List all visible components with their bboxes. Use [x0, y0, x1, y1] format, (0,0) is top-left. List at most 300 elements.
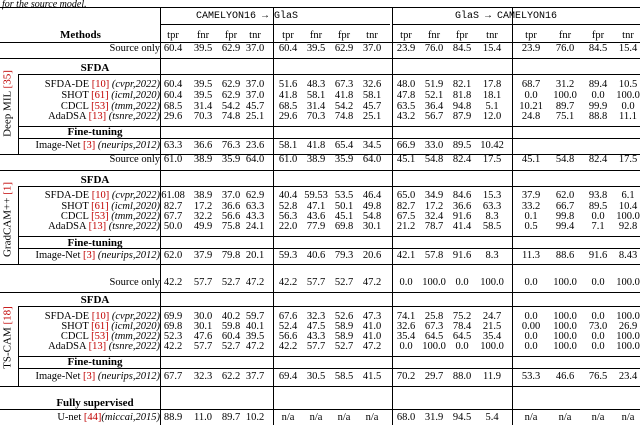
method-label: CDCL [60, 101, 92, 112]
table-cell: 24.1 [245, 221, 265, 232]
table-cell: 88.6 [555, 250, 575, 261]
table-cell: 82.4 [452, 154, 472, 165]
table-cell: 15.4 [618, 43, 638, 54]
venue-label: (tsnre,2022) [106, 111, 160, 122]
table-cell: 54.8 [424, 154, 444, 165]
table-cell: 89.5 [452, 140, 472, 151]
table-cell: 67.3 [424, 321, 444, 332]
table-cell: 84.6 [452, 190, 472, 201]
table-cell: 7.1 [591, 221, 605, 232]
table-cell: 42.1 [396, 250, 416, 261]
method-label: AdaDSA [48, 341, 89, 352]
table-cell: 32.6 [362, 79, 382, 90]
table-cell: 75.1 [555, 111, 575, 122]
table-cell: 21.2 [396, 221, 416, 232]
table-cell: 22.0 [278, 221, 298, 232]
method-label: Image-Net [35, 250, 83, 261]
table-cell: 39.5 [193, 90, 213, 101]
table-cell: 52.7 [221, 277, 241, 288]
table-cell: 54.8 [555, 154, 575, 165]
venue-label: (tmm,2022) [108, 101, 160, 112]
table-cell: 88.9 [163, 412, 183, 423]
table-cell: 26.9 [618, 321, 638, 332]
table-cell: 57.7 [193, 277, 213, 288]
method-name [0, 112, 160, 123]
table-cell: 10.21 [519, 101, 543, 112]
table-cell: 0.0 [524, 311, 538, 322]
table-cell: 47.6 [193, 331, 213, 342]
table-cell: 23.6 [245, 140, 265, 151]
table-cell: 58.5 [334, 371, 354, 382]
section-fully-supervised: Fully supervised [56, 397, 134, 409]
table-cell: 30.1 [193, 321, 213, 332]
table-cell: 5.4 [485, 412, 499, 423]
table-cell: 75.8 [221, 221, 241, 232]
table-cell: 20.6 [362, 250, 382, 261]
table-cell: 64.0 [362, 154, 382, 165]
table-cell: 32.2 [193, 211, 213, 222]
top-rule [0, 7, 640, 8]
group-label-text: Deep MIL [1, 88, 14, 137]
table-cell: 54.2 [334, 101, 354, 112]
venue-label: (icml,2020) [108, 201, 160, 212]
table-cell: 60.4 [163, 79, 183, 90]
citation-link[interactable]: [18] [1, 306, 14, 325]
table-cell: 100.0 [553, 90, 577, 101]
table-cell: n/a [591, 412, 605, 423]
table-cell: 58.1 [306, 90, 326, 101]
table-cell: 32.6 [396, 321, 416, 332]
venue-label: (miccai,2015) [101, 412, 160, 423]
table-cell: 67.7 [163, 211, 183, 222]
table-cell: 40.6 [306, 250, 326, 261]
table-cell: 45.7 [245, 101, 265, 112]
citation-link[interactable]: [53] [91, 211, 109, 222]
table-cell: 91.6 [452, 211, 472, 222]
table-cell: 20.1 [245, 250, 265, 261]
table-cell: 58.1 [362, 90, 382, 101]
table-cell: 43.3 [306, 331, 326, 342]
method-label: Image-Net [35, 140, 83, 151]
table-cell: 51.6 [278, 79, 298, 90]
table-cell: 39.5 [193, 79, 213, 90]
table-cell: 52.7 [334, 277, 354, 288]
table-cell: 59.53 [304, 190, 328, 201]
column-header: tnr [622, 30, 634, 41]
table-cell: 45.1 [396, 154, 416, 165]
table-cell: 32.3 [306, 311, 326, 322]
table-cell: 29.7 [424, 371, 444, 382]
table-cell: 74.1 [396, 311, 416, 322]
table-cell: 17.5 [618, 154, 638, 165]
table-cell: 62.9 [334, 43, 354, 54]
table-cell: 56.6 [221, 211, 241, 222]
citation-link[interactable]: [13] [88, 221, 107, 232]
table-cell: 38.9 [193, 190, 213, 201]
table-cell: 67.5 [396, 211, 416, 222]
table-cell: 87.9 [452, 111, 472, 122]
method-label: SHOT [61, 201, 92, 212]
table-cell: 0.0 [621, 101, 635, 112]
table-cell: 32.3 [193, 371, 213, 382]
column-header: tpr [167, 30, 179, 41]
table-cell: 0.00 [521, 321, 541, 332]
table-cell: 82.7 [163, 201, 183, 212]
table-cell: 100.0 [553, 321, 577, 332]
table-cell: 47.8 [396, 90, 416, 101]
column-header: fpr [337, 30, 351, 41]
venue-label: (tmm,2022) [108, 331, 160, 342]
table-cell: 18.1 [482, 90, 502, 101]
section-rule [18, 368, 640, 369]
table-cell: 49.8 [362, 201, 382, 212]
table-cell: 41.0 [362, 331, 382, 342]
table-cell: 58.9 [334, 331, 354, 342]
table-cell: 63.3 [482, 201, 502, 212]
column-divider [512, 7, 513, 425]
table-cell: 91.6 [452, 250, 472, 261]
table-cell: 11.3 [522, 250, 540, 261]
table-cell: 100.0 [616, 341, 640, 352]
table-cell: 64.5 [452, 331, 472, 342]
table-cell: 59.7 [245, 311, 265, 322]
method-name [0, 251, 160, 262]
table-cell: 25.1 [362, 111, 382, 122]
table-cell: 59.3 [278, 250, 298, 261]
table-cell: 69.8 [163, 321, 183, 332]
table-cell: 93.8 [588, 190, 608, 201]
table-cell: 100.0 [553, 341, 577, 352]
method-name [0, 342, 160, 353]
venue-label: (neurips,2012) [95, 250, 160, 261]
table-cell: 12.0 [482, 111, 502, 122]
table-cell: 63.5 [396, 101, 416, 112]
table-cell: 25.8 [424, 311, 444, 322]
section-rule [0, 264, 640, 265]
table-cell: n/a [558, 412, 572, 423]
section-rule [18, 186, 640, 187]
table-cell: 47.2 [245, 277, 265, 288]
table-cell: 29.6 [278, 111, 298, 122]
section-finetuning: Fine-tuning [67, 356, 123, 368]
venue-label: (tsnre,2022) [106, 221, 160, 232]
table-cell: 37.0 [362, 43, 382, 54]
table-cell: 37.0 [245, 90, 265, 101]
column-header: fpr [224, 30, 238, 41]
table-cell: 33.0 [424, 140, 444, 151]
table-cell: 76.0 [424, 43, 444, 54]
table-cell: 8.3 [485, 250, 499, 261]
table-cell: 62.9 [221, 43, 241, 54]
table-cell: 47.5 [306, 321, 326, 332]
table-cell: 100.0 [480, 341, 504, 352]
method-name [0, 91, 160, 102]
table-cell: 15.3 [482, 190, 502, 201]
table-cell: 0.0 [591, 90, 605, 101]
table-cell: 100.0 [553, 277, 577, 288]
citation-link[interactable]: [35] [1, 70, 14, 89]
section-rule [0, 409, 640, 410]
table-cell: 0.0 [591, 211, 605, 222]
table-cell: 100.0 [553, 311, 577, 322]
table-cell: 11.1 [619, 111, 637, 122]
table-cell: 39.5 [245, 331, 265, 342]
method-name [0, 141, 160, 152]
table-cell: 41.8 [334, 90, 354, 101]
table-cell: 47.3 [362, 311, 382, 322]
table-cell: 5.1 [485, 101, 499, 112]
table-cell: 47.2 [362, 341, 382, 352]
table-cell: 41.0 [362, 321, 382, 332]
table-cell: 57.7 [306, 341, 326, 352]
section-rule [18, 306, 640, 307]
section-rule [0, 58, 640, 59]
table-cell: 29.6 [163, 111, 183, 122]
table-cell: 58.1 [278, 140, 298, 151]
table-cell: 45.1 [521, 154, 541, 165]
table-cell: 33.2 [521, 201, 541, 212]
table-cell: 67.7 [163, 371, 183, 382]
table-cell: 34.5 [362, 140, 382, 151]
table-cell: 17.2 [424, 201, 444, 212]
venue-label: (neurips,2012) [95, 140, 160, 151]
method-name [0, 372, 160, 383]
table-cell: 58.5 [482, 221, 502, 232]
table-cell: 43.3 [245, 211, 265, 222]
table-cell: 23.9 [521, 43, 541, 54]
table-cell: 36.4 [424, 101, 444, 112]
citation-link[interactable]: [44] [83, 412, 102, 423]
table-cell: 61.0 [278, 154, 298, 165]
table-cell: 11.9 [483, 371, 501, 382]
method-label: U-net [57, 412, 84, 423]
column-header: tpr [400, 30, 412, 41]
table-cell: 68.0 [396, 412, 416, 423]
table-cell: 11.0 [194, 412, 212, 423]
column-header: fpr [455, 30, 469, 41]
table-cell: 75.2 [452, 311, 472, 322]
table-cell: 69.9 [163, 311, 183, 322]
table-cell: 8.43 [618, 250, 638, 261]
method-label: AdaDSA [48, 221, 89, 232]
table-cell: 35.9 [221, 154, 241, 165]
column-header: fnr [427, 30, 441, 41]
method-label: SFDA-DE [44, 79, 92, 90]
table-cell: 15.4 [482, 43, 502, 54]
table-cell: 100.0 [616, 311, 640, 322]
venue-label: (cvpr,2022) [109, 190, 160, 201]
table-cell: 30.5 [306, 371, 326, 382]
table-cell: 37.0 [245, 43, 265, 54]
table-cell: 82.4 [588, 154, 608, 165]
table-cell: 69.8 [334, 221, 354, 232]
table-cell: 62.9 [221, 79, 241, 90]
table-cell: 42.2 [163, 341, 183, 352]
venue-label: (icml,2020) [108, 321, 160, 332]
table-cell: 38.9 [193, 154, 213, 165]
section-rule [18, 138, 640, 139]
table-cell: 99.9 [588, 101, 608, 112]
table-cell: 40.4 [278, 190, 298, 201]
table-cell: 41.8 [278, 90, 298, 101]
section-sfda: SFDA [80, 174, 110, 186]
table-cell: 67.6 [278, 311, 298, 322]
citation-link[interactable]: [10] [91, 190, 110, 201]
table-cell: 48.0 [396, 79, 416, 90]
table-cell: 8.3 [485, 211, 499, 222]
table-cell: 61.08 [161, 190, 185, 201]
table-cell: 47.2 [245, 341, 265, 352]
table-cell: 0.0 [455, 277, 469, 288]
table-cell: 0.0 [591, 331, 605, 342]
table-cell: 35.4 [482, 331, 502, 342]
citation-link[interactable]: [13] [88, 341, 107, 352]
citation-link[interactable]: [61] [91, 90, 109, 101]
table-cell: 0.1 [524, 211, 538, 222]
citation-link[interactable]: [53] [91, 101, 109, 112]
table-cell: 79.3 [334, 250, 354, 261]
table-cell: 61.0 [163, 154, 183, 165]
table-cell: 0.0 [524, 90, 538, 101]
table-cell: 62.9 [221, 90, 241, 101]
citation-link[interactable]: [3] [83, 250, 96, 261]
column-header: tnr [366, 30, 378, 41]
table-cell: 52.3 [163, 331, 183, 342]
venue-label: (cvpr,2022) [109, 311, 160, 322]
citation-link[interactable]: [10] [91, 311, 110, 322]
table-cell: 31.4 [193, 101, 213, 112]
table-cell: 88.8 [588, 111, 608, 122]
table-cell: 6.1 [621, 190, 635, 201]
table-cell: 66.7 [555, 201, 575, 212]
citation-link[interactable]: [3] [83, 371, 96, 382]
table-cell: 52.7 [334, 341, 354, 352]
table-cell: 36.6 [452, 201, 472, 212]
citation-link[interactable]: [61] [91, 201, 109, 212]
citation-link[interactable]: [10] [91, 79, 110, 90]
table-cell: 31.4 [306, 101, 326, 112]
method-label: SFDA-DE [44, 190, 92, 201]
method-name [0, 191, 160, 202]
method-name [0, 413, 160, 424]
citation-link[interactable]: [61] [91, 321, 109, 332]
citation-link[interactable]: [1] [1, 181, 14, 195]
table-cell: 41.8 [306, 140, 326, 151]
group-rule [160, 24, 390, 25]
method-label: Source only [109, 277, 160, 288]
table-cell: 37.9 [521, 190, 541, 201]
method-name [0, 278, 160, 289]
table-cell: 10.5 [618, 79, 638, 90]
table-cell: 76.0 [555, 43, 575, 54]
table-cell: 38.9 [306, 154, 326, 165]
citation-link[interactable]: [3] [83, 140, 96, 151]
table-cell: 89.4 [588, 79, 608, 90]
table-cell: 76.3 [221, 140, 241, 151]
table-cell: 60.4 [163, 43, 183, 54]
section-rule [0, 170, 640, 171]
table-cell: 57.8 [424, 250, 444, 261]
citation-link[interactable]: [13] [88, 111, 107, 122]
table-cell: 67.3 [334, 79, 354, 90]
table-cell: 77.9 [306, 221, 326, 232]
table-cell: 100.0 [616, 90, 640, 101]
table-cell: 74.8 [221, 111, 241, 122]
table-cell: 37.0 [245, 79, 265, 90]
table-cell: 30.0 [193, 311, 213, 322]
table-cell: 100.0 [616, 277, 640, 288]
table-cell: 81.8 [452, 90, 472, 101]
table-cell: 37.0 [221, 190, 241, 201]
column-header: tnr [249, 30, 261, 41]
table-cell: 57.7 [306, 277, 326, 288]
column-header: fnr [196, 30, 210, 41]
table-cell: 42.2 [278, 341, 298, 352]
method-name [0, 155, 160, 166]
table-cell: 68.5 [163, 101, 183, 112]
table-cell: 17.5 [482, 154, 502, 165]
group-label-text: GradCAM++ [1, 194, 14, 258]
table-cell: 76.5 [588, 371, 608, 382]
group-header-camelyon-glas: CAMELYON16 → GlaS [196, 11, 299, 22]
method-label: SHOT [61, 90, 92, 101]
table-cell: 89.7 [555, 101, 575, 112]
table-cell: 0.0 [591, 341, 605, 352]
table-cell: 51.9 [424, 79, 444, 90]
venue-label: (icml,2020) [108, 90, 160, 101]
table-cell: 52.4 [278, 321, 298, 332]
venue-label: (cvpr,2022) [109, 79, 160, 90]
table-cell: 53.5 [334, 190, 354, 201]
method-label: CDCL [60, 211, 92, 222]
section-finetuning: Fine-tuning [67, 237, 123, 249]
table-cell: 31.9 [424, 412, 444, 423]
table-cell: 21.5 [482, 321, 502, 332]
table-cell: 58.9 [334, 321, 354, 332]
table-cell: 23.4 [618, 371, 638, 382]
table-cell: 70.2 [396, 371, 416, 382]
method-name [0, 222, 160, 233]
table-cell: 84.5 [588, 43, 608, 54]
table-cell: 82.1 [452, 79, 472, 90]
table-cell: 0.0 [524, 331, 538, 342]
table-cell: 0.0 [399, 277, 413, 288]
table-cell: 69.4 [278, 371, 298, 382]
table-cell: 50.1 [334, 201, 354, 212]
section-rule [0, 386, 640, 387]
table-cell: 40.1 [245, 321, 265, 332]
table-cell: 32.4 [424, 211, 444, 222]
table-cell: 70.3 [193, 111, 213, 122]
method-label: Source only [109, 154, 160, 165]
table-cell: 99.4 [555, 221, 575, 232]
table-cell: 88.0 [452, 371, 472, 382]
table-cell: 0.5 [524, 221, 538, 232]
table-cell: n/a [337, 412, 351, 423]
table-cell: 42.2 [163, 277, 183, 288]
table-cell: 0.0 [455, 341, 469, 352]
citation-link[interactable]: [53] [91, 331, 109, 342]
section-finetuning: Fine-tuning [67, 126, 123, 138]
section-rule [0, 292, 640, 293]
table-cell: 52.1 [424, 90, 444, 101]
table-cell: 52.7 [221, 341, 241, 352]
table-cell: 89.5 [588, 201, 608, 212]
table-cell: n/a [365, 412, 379, 423]
table-cell: 60.4 [278, 43, 298, 54]
table-cell: 100.0 [480, 277, 504, 288]
table-cell: 30.1 [362, 221, 382, 232]
